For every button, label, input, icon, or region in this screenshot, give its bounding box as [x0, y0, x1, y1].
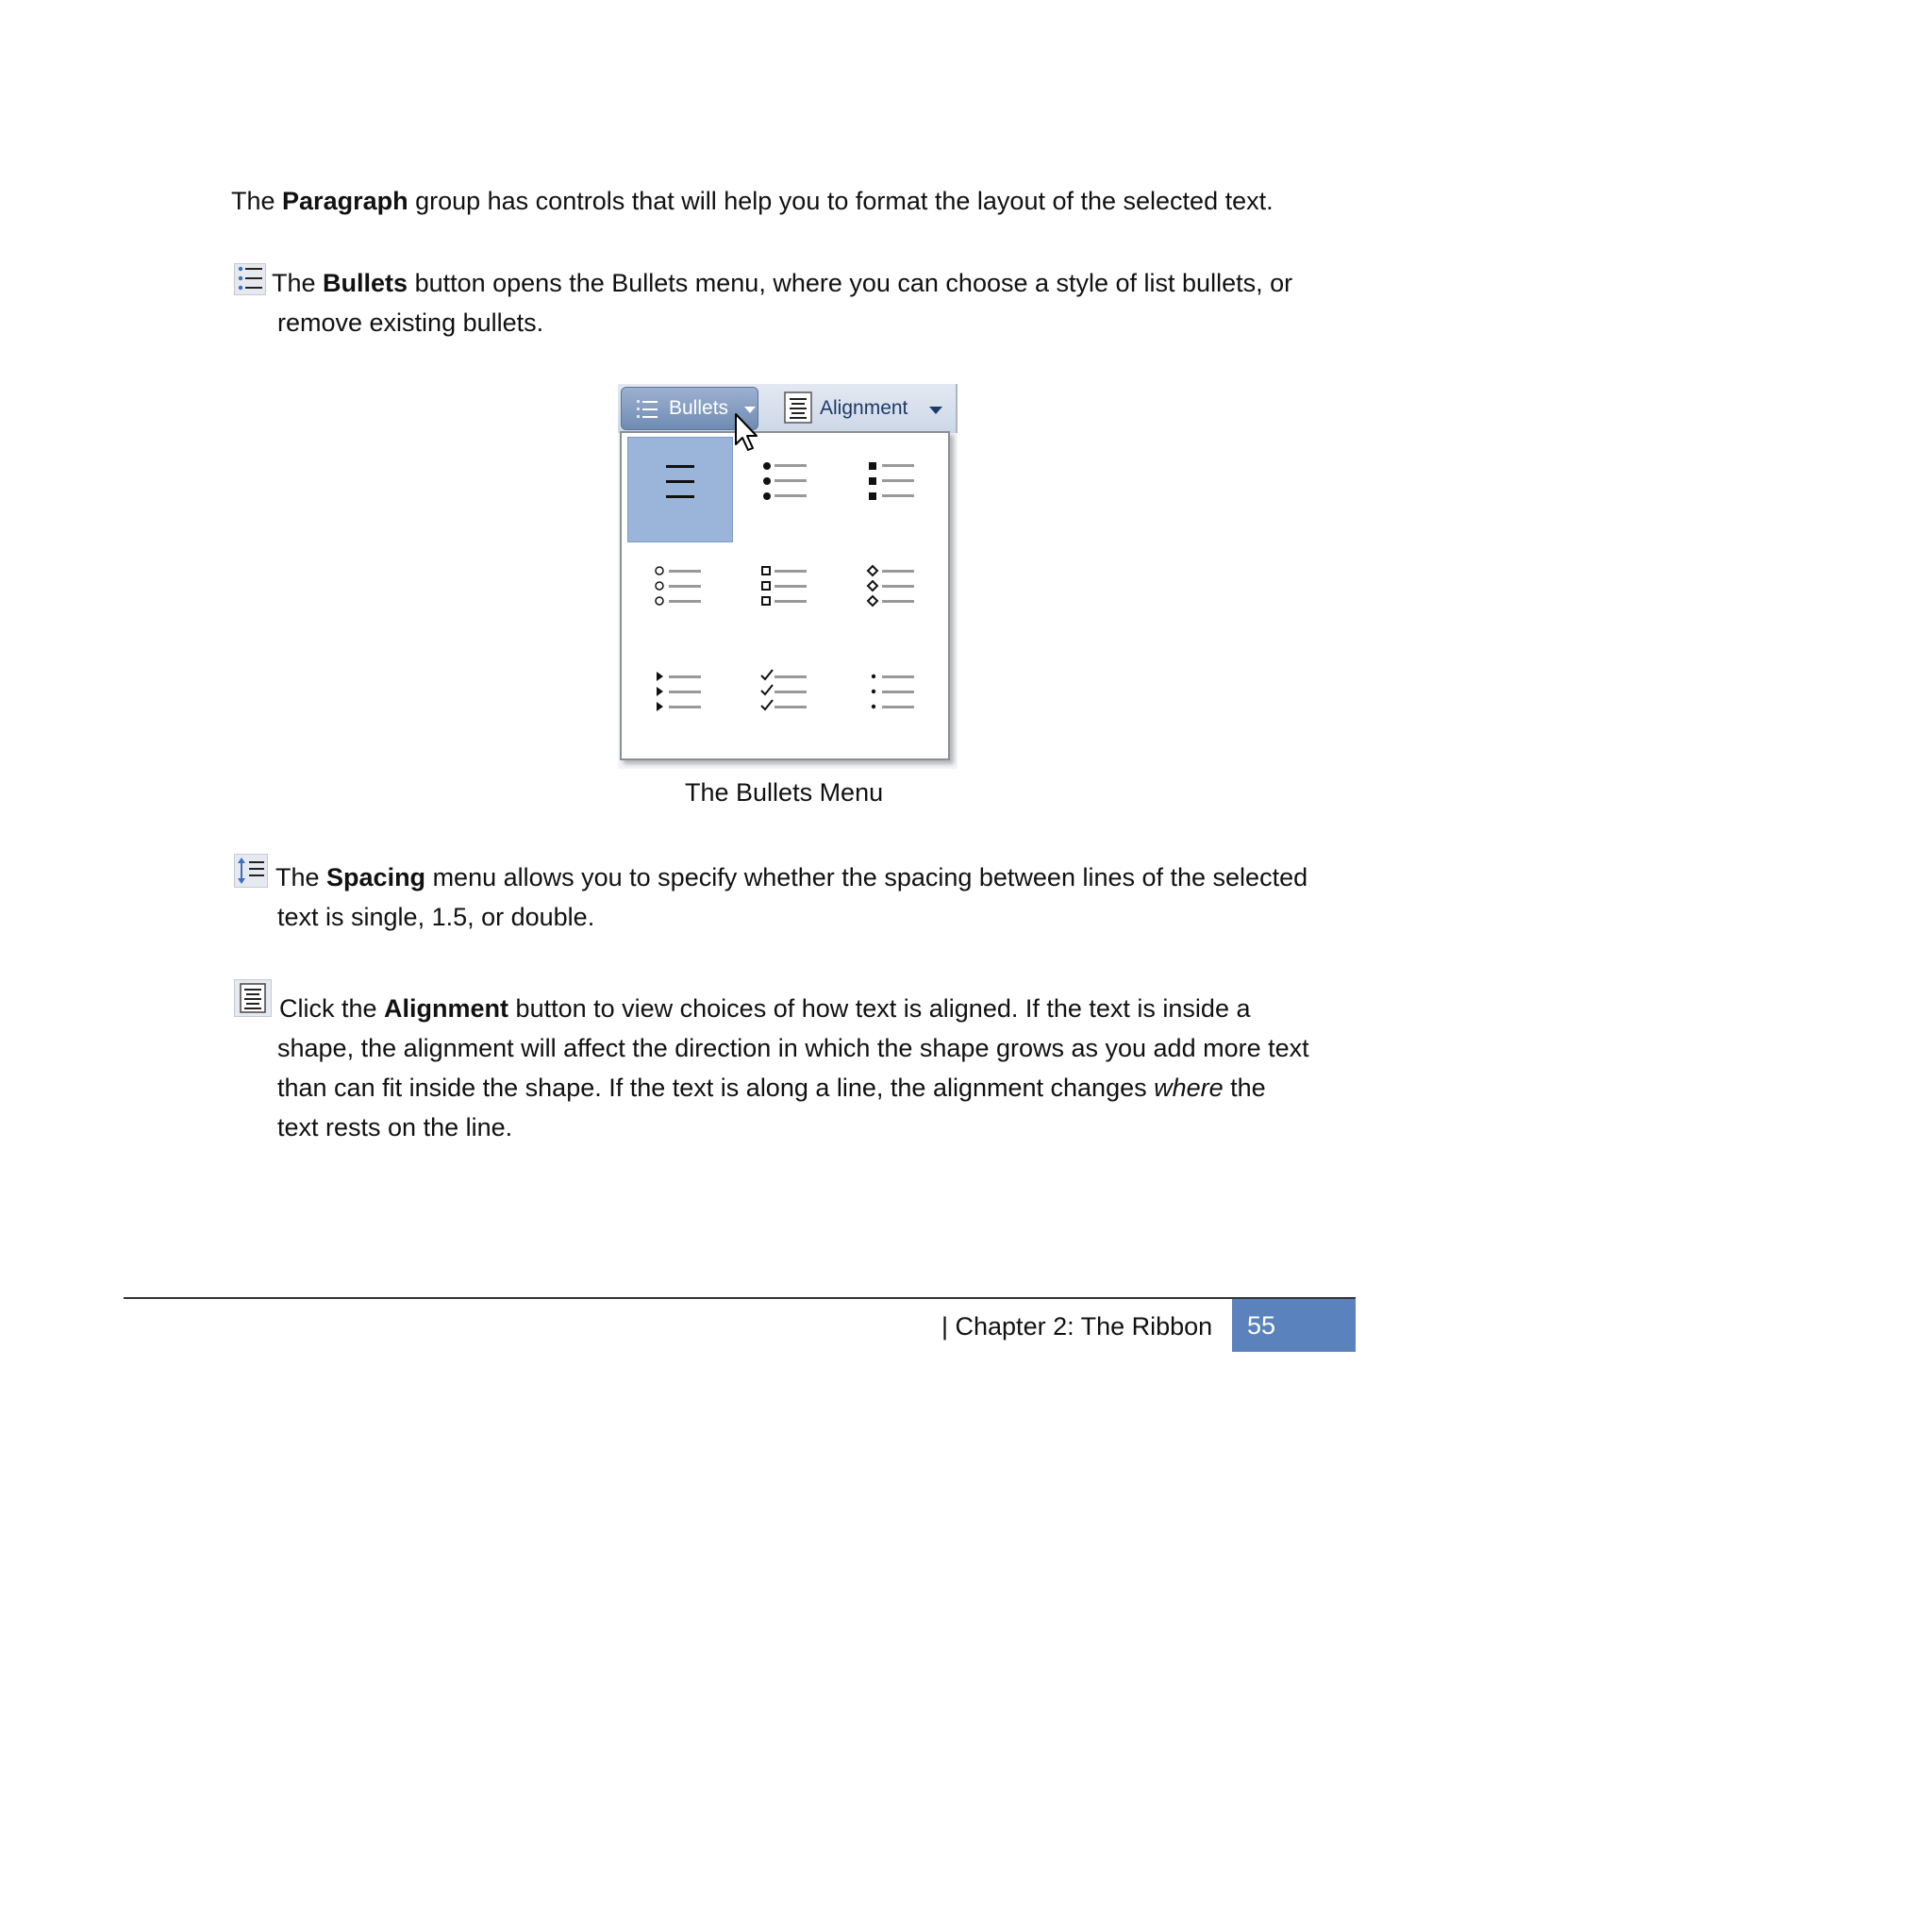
bullets-mini-icon	[635, 397, 659, 422]
alignment-line-1	[279, 989, 1250, 1028]
alignment-text-2: button to view choices of how text is aligned. If the text is inside a	[508, 994, 1251, 1023]
mouse-pointer-icon	[734, 412, 760, 454]
spacing-text-2: menu allows you to specify whether the spacing between lines of the selected	[425, 863, 1308, 891]
bullet-style-hollow-square[interactable]	[733, 542, 837, 646]
bullets-line-1	[272, 263, 1292, 303]
bullet-style-small-dot[interactable]	[839, 648, 942, 752]
alignment-button-label: Alignment	[820, 397, 908, 419]
spacing-text-1: The	[275, 863, 327, 891]
bullet-style-arrow[interactable]	[627, 648, 731, 752]
bullet-style-diamond[interactable]	[839, 542, 942, 646]
bullet-style-filled-square[interactable]	[839, 437, 942, 541]
alignment-text-1: Click the	[279, 994, 385, 1023]
bullets-bold: Bullets	[323, 269, 408, 297]
align-mini-icon	[784, 391, 812, 424]
bullet-style-hollow-circle[interactable]	[627, 542, 731, 646]
footer-chapter: | Chapter 2: The Ribbon	[941, 1312, 1213, 1341]
line-spacing-icon	[234, 854, 268, 888]
alignment-line-2: shape, the alignment will affect the direction in which the shape grows as you add more text	[277, 1034, 1309, 1062]
page-number: 55	[1247, 1311, 1276, 1340]
spacing-line-1	[275, 858, 1307, 897]
spacing-description	[234, 858, 1357, 942]
bullets-text-2: button opens the Bullets menu, where you can choose a style of list bullets, or	[408, 269, 1293, 297]
alignment-italic-where: where	[1154, 1074, 1224, 1102]
chevron-down-icon	[929, 407, 942, 414]
intro-bold-paragraph: Paragraph	[282, 187, 408, 215]
bullets-text-1: The	[272, 269, 324, 297]
intro-text-1: The	[231, 187, 283, 215]
bullet-style-checkmark[interactable]	[733, 648, 837, 752]
intro-paragraph	[231, 181, 1354, 221]
bullets-dropdown-menu	[620, 431, 950, 760]
bullets-description	[234, 263, 1357, 348]
bullet-style-none[interactable]	[627, 437, 733, 542]
alignment-line-3-text-2: the	[1223, 1074, 1266, 1102]
ribbon-strip	[618, 384, 958, 433]
spacing-line-2: text is single, 1.5, or double.	[277, 903, 595, 931]
alignment-icon	[234, 979, 272, 1017]
alignment-line-4: text rests on the line.	[277, 1113, 513, 1141]
footer-divider	[124, 1297, 1356, 1299]
figure-caption: The Bullets Menu	[685, 778, 884, 807]
alignment-description	[234, 989, 1357, 1149]
spacing-bold: Spacing	[326, 863, 426, 891]
bullets-list-icon	[234, 263, 266, 295]
bullets-button-label: Bullets	[669, 397, 729, 419]
bullets-line-2: remove existing bullets.	[277, 308, 544, 337]
alignment-line-3-text-1: than can fit inside the shape. If the text is along a line, the alignment changes	[277, 1074, 1155, 1102]
alignment-line-3	[277, 1068, 1266, 1108]
bullets-menu-screenshot	[618, 384, 958, 769]
intro-text-2: group has controls that will help you to format the layout of the selected text.	[408, 187, 1274, 215]
page-number-badge	[1232, 1299, 1356, 1352]
alignment-bold: Alignment	[384, 994, 509, 1023]
